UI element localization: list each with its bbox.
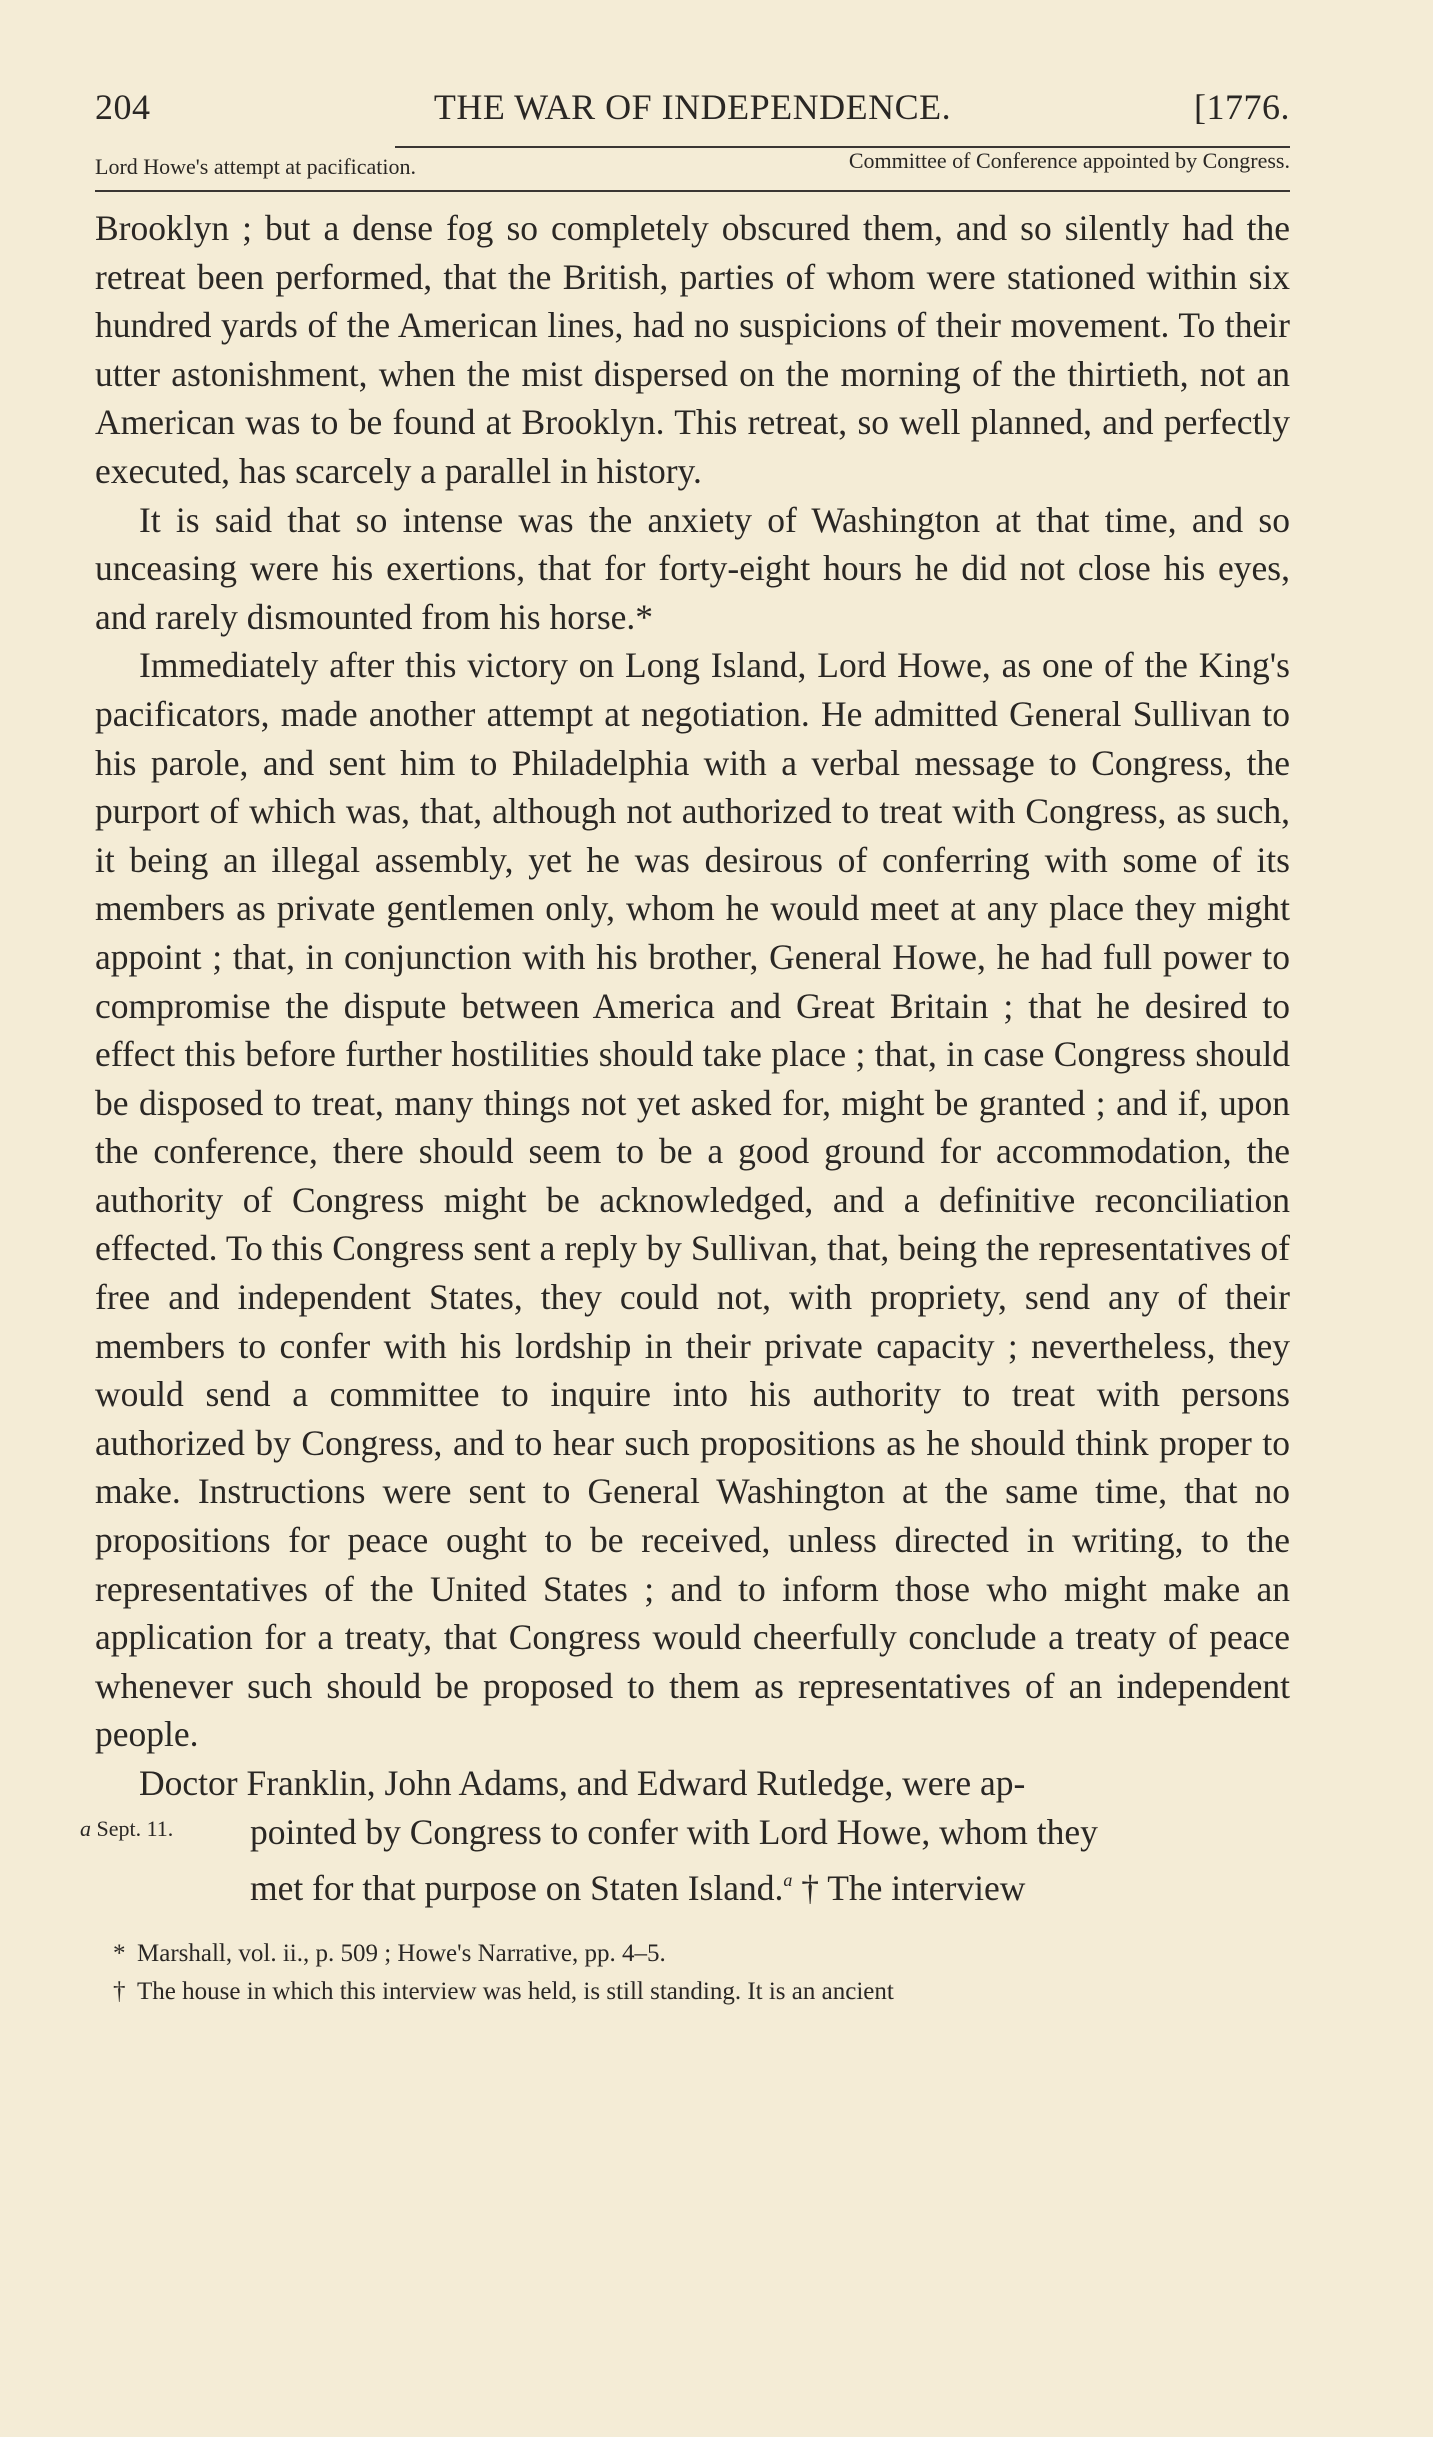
margin-note-reference: a [783, 1870, 793, 1891]
paragraph-1: Brooklyn ; but a dense fog so completely obscured them, and so silently had the retreat been performed, that the British, parties of whom were stationed within six hundred yards of the American lines, had no suspicions of their movement. To their utter astonishment, when the mist dispersed on the morning of the thirtieth, not an American was to be found at Brooklyn. This retreat, so well planned, and perfectly executed, has scarcely a parallel in history. [95, 208, 1290, 491]
paragraph-4-line-3 [95, 1856, 1290, 1913]
line-3-end: † The interview [792, 1868, 1026, 1909]
footnote-1-text: Marshall, vol. ii., p. 509 ; Howe's Narrative, pp. 4–5. [137, 1939, 666, 1967]
page-number: 204 [95, 87, 151, 127]
margin-note [80, 1817, 173, 1841]
paragraph-4-line-1: Doctor Franklin, John Adams, and Edward Rutledge, were ap- [139, 1763, 1026, 1803]
margin-note-date: Sept. 11. [91, 1816, 174, 1841]
paragraph-2: It is said that so intense was the anxiety of Washington at that time, and so unceasing were his exertions, that for forty-eight hours he did not close his eyes, and rarely dismounted from his horse.* [95, 499, 1290, 637]
paragraph-3: Immediately after this victory on Long Island, Lord Howe, as one of the King's pacificators, made another attempt at negotiation. He admitted General Sullivan to his parole, and sent him to Philadelphia with a verbal message to Congress, the purport of which was, that, although not authorized to treat with Congress, as such, it being an illegal assembly, yet he was desirous of conferring with some of its members as private gentlemen only, whom he would meet at any place they might appoint ; that, in conjunction with his brother, General Howe, he had full power to compromise the dispute between America and Great Britain ; that he desired to effect this before further hostilities should take place ; that, in case Congress should be disposed to treat, many things not yet asked for, might be granted ; and if, upon the conference, there should seem to be a good ground for accommodation, the authority of Congress might be acknowledged, and a definitive reconciliation effected. To this Congress sent a reply by Sullivan, that, being the representatives of free and independent States, they could not, with propriety, send any of their members to confer with his lordship in their private capacity ; nevertheless, they would send a committee to inquire into his authority to treat with persons authorized by Congress, and to hear such propositions as he should think proper to make. Instructions were sent to General Washington at the same time, that no propositions for peace ought to be received, unless directed in writing, to the representatives of the United States ; and to inform those who might make an application for a treaty, that Congress would cheerfully conclude a treaty of peace whenever such should be proposed to them as representatives of an independent people. [95, 645, 1290, 1755]
book-page [80, 80, 1290, 2011]
footnote-1 [95, 1935, 1290, 1973]
footnote-2 [95, 1973, 1290, 2011]
running-year: [1776. [1194, 87, 1290, 127]
margin-note-letter: a [80, 1816, 91, 1841]
footnote-2-mark: † [113, 1977, 126, 2005]
subhead-rule [95, 190, 1290, 192]
footnote-2-text: The house in which this interview was held, is still standing. It is an ancient [137, 1977, 894, 2005]
body-text [80, 204, 1290, 1913]
paragraph-4-line-2: pointed by Congress to confer with Lord Howe, whom they [250, 1811, 1098, 1852]
subhead-left: Lord Howe's attempt at pacification. [95, 154, 417, 179]
subhead-right: Committee of Conference appointed by Congress. [848, 148, 1290, 173]
subheads [95, 148, 1290, 188]
running-head [95, 80, 1290, 132]
footnote-1-mark: * [113, 1939, 126, 1967]
line-3-start: met for that purpose on Staten Island. [250, 1868, 784, 1909]
footnotes [95, 1935, 1290, 2011]
page-title: THE WAR OF INDEPENDENCE. [433, 87, 952, 127]
paragraph-4 [80, 1759, 1290, 1913]
